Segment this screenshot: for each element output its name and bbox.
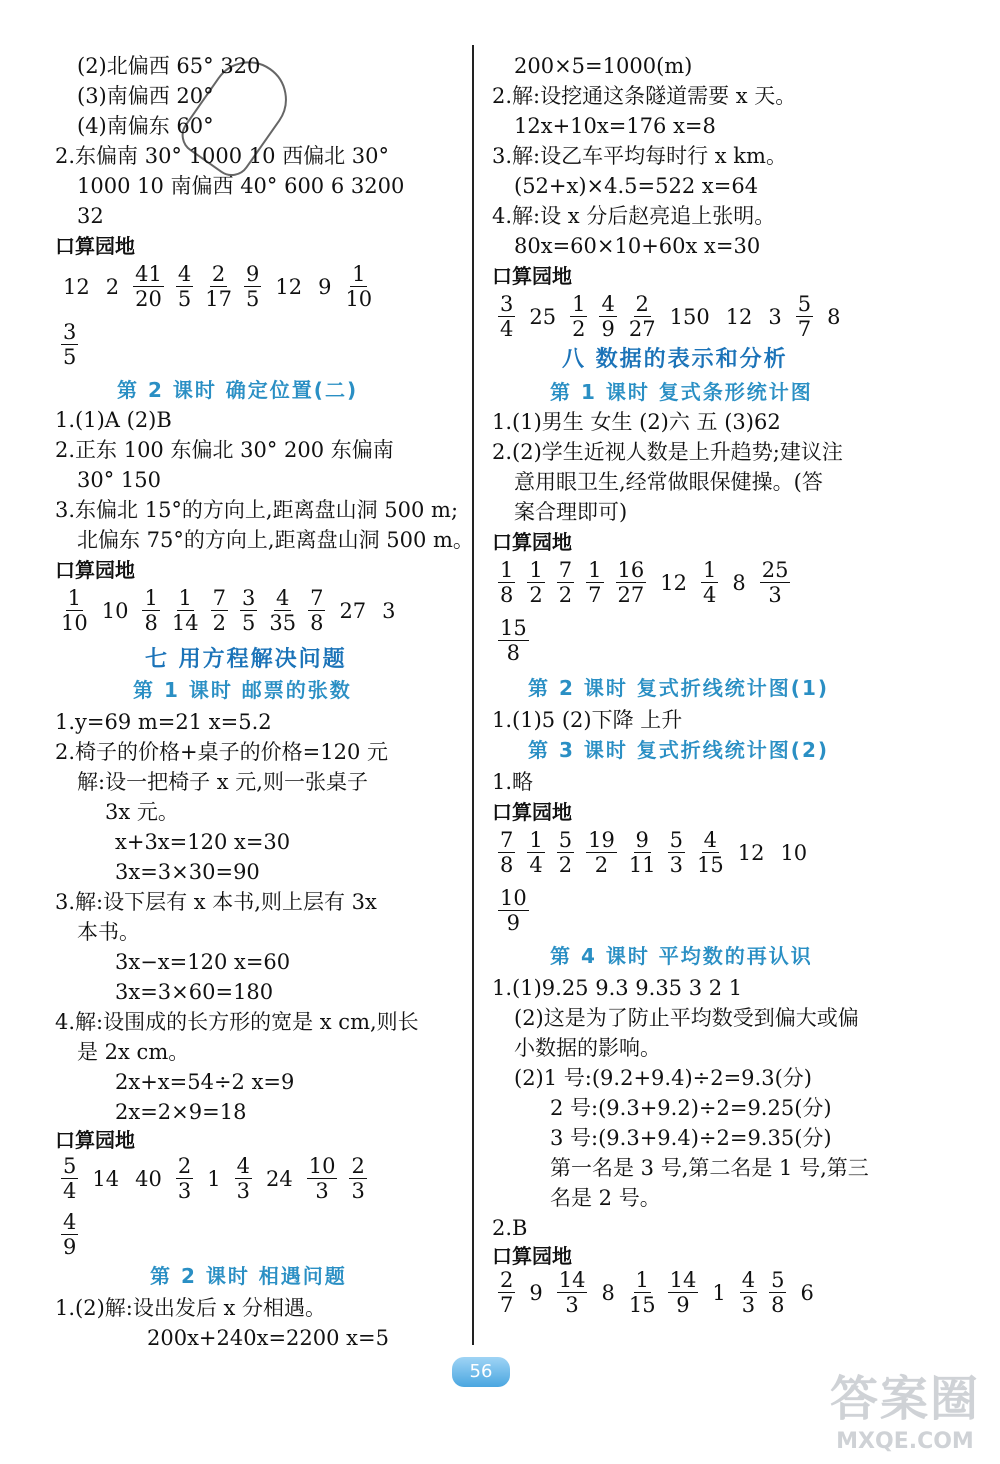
numerator: 10 [308, 1154, 336, 1178]
numerator: 1 [635, 1268, 649, 1292]
numerator: 9 [635, 828, 649, 852]
math-row [55, 320, 84, 369]
fraction [61, 1210, 78, 1259]
numerator: 41 [135, 262, 162, 286]
fraction [307, 1154, 338, 1203]
numerator: 5 [771, 1268, 785, 1292]
denominator: 9 [63, 1235, 77, 1259]
denominator: 3 [315, 1179, 329, 1203]
text-line: 3.解:设乙车平均每时行 x km。 [492, 144, 787, 168]
text-line: 1.(1)9.25 9.3 9.35 3 2 1 [492, 976, 743, 1000]
denominator: 7 [797, 317, 812, 341]
number-token: 10 [101, 598, 129, 623]
text-line: 3 号:(9.3+9.4)÷2=9.35(分) [550, 1126, 832, 1150]
numerator: 2 [177, 1154, 192, 1178]
numerator: 4 [741, 1268, 756, 1292]
text-line: 2.解:设挖通这条隧道需要 x 天。 [492, 84, 797, 108]
text-line: 3.解:设下层有 x 本书,则上层有 3x [55, 890, 377, 914]
number-token: 10 [780, 840, 808, 865]
text-line: (52+x)×4.5=522 x=64 [514, 174, 759, 198]
fraction [498, 1268, 515, 1317]
numerator: 5 [797, 292, 812, 316]
numerator: 4 [63, 1210, 77, 1234]
math-row [55, 586, 404, 635]
text-line: 4.解:设 x 分后赵亮追上张明。 [492, 204, 776, 228]
fraction [796, 292, 813, 341]
number-token: 1 [207, 1166, 221, 1191]
denominator: 8 [506, 641, 521, 665]
text-line: x+3x=120 x=30 [115, 830, 291, 854]
text-line: 2x=2×9=18 [115, 1100, 247, 1124]
denominator: 17 [205, 287, 232, 311]
numerator: 19 [588, 828, 615, 852]
number-token: 3 [768, 304, 782, 329]
text-line: 200×5=1000(m) [514, 54, 693, 78]
fraction [133, 262, 164, 311]
denominator: 8 [771, 1293, 785, 1317]
denominator: 5 [63, 345, 77, 369]
numerator: 1 [178, 586, 192, 610]
denominator: 3 [351, 1179, 365, 1203]
fraction [697, 828, 724, 877]
math-row [492, 616, 535, 665]
numerator: 1 [67, 586, 82, 610]
section-heading-kousuan: 口算园地 [55, 234, 135, 258]
text-line: 200x+240x=2200 x=5 [147, 1326, 389, 1350]
denominator: 7 [588, 583, 602, 607]
numerator: 14 [669, 1268, 697, 1292]
section-heading-kousuan: 口算园地 [55, 558, 135, 582]
numerator: 14 [558, 1268, 586, 1292]
fraction [629, 828, 656, 877]
fraction [61, 1154, 78, 1203]
numerator: 5 [63, 1154, 77, 1178]
fraction [142, 586, 159, 635]
fraction [616, 558, 647, 607]
numerator: 25 [761, 558, 789, 582]
denominator: 2 [594, 853, 609, 877]
denominator: 27 [617, 583, 645, 607]
math-row [492, 886, 535, 935]
column-divider [472, 45, 474, 1345]
number-token: 8 [601, 1280, 615, 1305]
text-line: (2)这是为了防止平均数受到偏大或偏 [514, 1006, 859, 1030]
text-line: 2 号:(9.3+9.2)÷2=9.25(分) [550, 1096, 832, 1120]
denominator: 11 [628, 853, 656, 877]
number-token: 27 [339, 598, 367, 623]
fraction [527, 828, 544, 877]
denominator: 7 [500, 1293, 514, 1317]
denominator: 5 [241, 611, 256, 635]
text-line: 3x 元。 [105, 800, 179, 824]
denominator: 10 [61, 611, 88, 635]
numerator: 4 [601, 292, 615, 316]
number-token: 12 [275, 274, 303, 299]
numerator: 1 [702, 558, 717, 582]
numerator: 1 [352, 262, 366, 286]
lesson-title: 第 1 课时 复式条形统计图 [550, 380, 813, 404]
fraction [599, 292, 616, 341]
fraction [240, 586, 257, 635]
numerator: 3 [500, 292, 514, 316]
fraction [61, 320, 78, 369]
fraction [629, 292, 656, 341]
numerator: 4 [703, 828, 718, 852]
text-line: 解:设一把椅子 x 元,则一张桌子 [77, 770, 368, 794]
number-token: 25 [529, 304, 557, 329]
denominator: 4 [63, 1179, 77, 1203]
denominator: 20 [135, 287, 162, 311]
fraction [235, 1154, 252, 1203]
fraction [211, 586, 228, 635]
denominator: 3 [768, 583, 782, 607]
fraction [61, 586, 88, 635]
lesson-title: 第 3 课时 复式折线统计图(2) [528, 738, 830, 762]
math-row [55, 1154, 373, 1203]
text-line: (4)南偏东 60° [77, 114, 214, 138]
text-line: 3x=3×60=180 [115, 980, 274, 1004]
denominator: 2 [572, 317, 586, 341]
text-line: 是 2x cm。 [77, 1040, 190, 1064]
fraction [769, 1268, 786, 1317]
text-line: 名是 2 号。 [550, 1186, 661, 1210]
denominator: 4 [529, 853, 543, 877]
text-line: 案合理即可) [514, 500, 628, 524]
page-number: 56 [452, 1357, 510, 1387]
denominator: 15 [696, 853, 724, 877]
fraction [205, 262, 232, 311]
fraction [498, 828, 515, 877]
denominator: 3 [741, 1293, 756, 1317]
fraction [586, 828, 617, 877]
lesson-title: 第 1 课时 邮票的张数 [133, 678, 352, 702]
numerator: 3 [241, 586, 256, 610]
text-line: 1.(2)解:设出发后 x 分相遇。 [55, 1296, 327, 1320]
numerator: 1 [529, 828, 543, 852]
fraction [668, 1268, 699, 1317]
text-line: 1.略 [492, 770, 534, 794]
number-token: 9 [529, 1280, 543, 1305]
denominator: 2 [529, 583, 543, 607]
text-line: (3)南偏西 20° [77, 84, 214, 108]
denominator: 14 [171, 611, 199, 635]
number-token: 2 [105, 274, 120, 299]
number-token: 6 [800, 1280, 814, 1305]
number-token: 24 [265, 1166, 293, 1191]
text-line: 3.东偏北 15°的方向上,距离盘山洞 500 m; [55, 498, 459, 522]
text-line: 小数据的影响。 [514, 1036, 661, 1060]
fraction [557, 1268, 588, 1317]
denominator: 10 [345, 287, 373, 311]
fraction [586, 558, 603, 607]
text-line: 3x−x=120 x=60 [115, 950, 291, 974]
denominator: 9 [676, 1293, 690, 1317]
text-line: 2x+x=54÷2 x=9 [115, 1070, 295, 1094]
text-line: 2.东偏南 30° 1000 10 西偏北 30° [55, 144, 390, 168]
denominator: 9 [601, 317, 615, 341]
number-token: 12 [63, 274, 90, 299]
text-line: 第一名是 3 号,第二名是 1 号,第三 [550, 1156, 869, 1180]
text-line: (2)1 号:(9.2+9.4)÷2=9.3(分) [514, 1066, 812, 1090]
numerator: 2 [211, 262, 226, 286]
text-line: 2.(2)学生近视人数是上升趋势;建议注 [492, 440, 843, 464]
text-line: 北偏东 75°的方向上,距离盘山洞 500 m。 [77, 528, 474, 552]
lesson-title: 第 2 课时 确定位置(二) [117, 378, 359, 402]
denominator: 9 [506, 911, 521, 935]
section-heading-kousuan: 口算园地 [55, 1128, 135, 1152]
number-token: 150 [669, 304, 710, 329]
section-heading-kousuan: 口算园地 [492, 530, 572, 554]
denominator: 2 [558, 853, 573, 877]
number-token: 12 [660, 570, 687, 595]
denominator: 2 [212, 611, 226, 635]
fraction [557, 558, 574, 607]
denominator: 3 [236, 1179, 250, 1203]
text-line: 3x=3×30=90 [115, 860, 260, 884]
denominator: 8 [144, 611, 158, 635]
denominator: 4 [702, 583, 717, 607]
math-row [492, 828, 815, 877]
numerator: 2 [351, 1154, 365, 1178]
numerator: 7 [310, 586, 324, 610]
numerator: 1 [500, 558, 514, 582]
text-line: 2.椅子的价格+桌子的价格=120 元 [55, 740, 388, 764]
fraction [570, 292, 587, 341]
numerator: 1 [144, 586, 158, 610]
text-line: 30° 150 [77, 468, 161, 492]
watermark-brand: 答案圈 [829, 1371, 980, 1427]
fraction [172, 586, 199, 635]
denominator: 3 [565, 1293, 579, 1317]
numerator: 2 [635, 292, 649, 316]
fraction [349, 1154, 366, 1203]
chapter-title: 七 用方程解决问题 [145, 647, 347, 672]
denominator: 2 [558, 583, 573, 607]
fraction [176, 1154, 193, 1203]
numerator: 5 [669, 828, 683, 852]
denominator: 5 [177, 287, 192, 311]
text-line: 2.B [492, 1216, 528, 1240]
text-line: 意用眼卫生,经常做眼保健操。(答 [514, 470, 823, 494]
numerator: 4 [177, 262, 192, 286]
text-line: (2)北偏西 65° 320 [77, 54, 261, 78]
lesson-title: 第 2 课时 相遇问题 [150, 1264, 347, 1288]
number-token: 8 [732, 570, 746, 595]
denominator: 8 [310, 611, 324, 635]
numerator: 4 [276, 586, 290, 610]
fraction [345, 262, 372, 311]
numerator: 15 [500, 616, 527, 640]
text-line: 1000 10 南偏西 40° 600 6 3200 [77, 174, 405, 198]
numerator: 1 [529, 558, 543, 582]
fraction [498, 886, 529, 935]
math-row [492, 558, 796, 607]
numerator: 10 [500, 886, 527, 910]
numerator: 7 [558, 558, 573, 582]
numerator: 2 [500, 1268, 514, 1292]
denominator: 15 [628, 1293, 656, 1317]
text-line: 本书。 [77, 920, 140, 944]
math-row [55, 262, 378, 311]
fraction [668, 828, 685, 877]
text-line: 1.(1)5 (2)下降 上升 [492, 708, 683, 732]
number-token: 12 [725, 304, 753, 329]
watermark-logo [830, 1360, 980, 1454]
math-row [55, 1210, 84, 1259]
chapter-title: 八 数据的表示和分析 [562, 347, 788, 372]
number-token: 14 [92, 1166, 120, 1191]
text-line: 1.(1)男生 女生 (2)六 五 (3)62 [492, 410, 781, 434]
numerator: 7 [500, 828, 514, 852]
number-token: 8 [827, 304, 841, 329]
number-token: 1 [712, 1280, 726, 1305]
denominator: 35 [269, 611, 297, 635]
text-line: 2.正东 100 东偏北 30° 200 东偏南 [55, 438, 394, 462]
fraction [498, 558, 515, 607]
fraction [244, 262, 261, 311]
fraction [701, 558, 718, 607]
denominator: 3 [177, 1179, 192, 1203]
text-line: 1.y=69 m=21 x=5.2 [55, 710, 272, 734]
numerator: 4 [236, 1154, 250, 1178]
fraction [527, 558, 544, 607]
fraction [269, 586, 296, 635]
lesson-title: 第 4 课时 平均数的再认识 [550, 944, 813, 968]
denominator: 5 [245, 287, 260, 311]
section-heading-kousuan: 口算园地 [492, 1244, 572, 1268]
number-token: 40 [135, 1166, 162, 1191]
fraction [760, 558, 791, 607]
fraction [557, 828, 574, 877]
numerator: 9 [245, 262, 260, 286]
denominator: 4 [500, 317, 514, 341]
text-line: 1.(1)A (2)B [55, 408, 172, 432]
denominator: 3 [669, 853, 683, 877]
numerator: 1 [588, 558, 602, 582]
numerator: 5 [558, 828, 573, 852]
section-heading-kousuan: 口算园地 [492, 800, 572, 824]
number-token: 3 [382, 598, 396, 623]
number-token: 9 [318, 274, 332, 299]
numerator: 1 [572, 292, 586, 316]
fraction [740, 1268, 757, 1317]
text-line: 32 [77, 204, 104, 228]
section-heading-kousuan: 口算园地 [492, 264, 572, 288]
denominator: 8 [500, 583, 514, 607]
numerator: 7 [212, 586, 226, 610]
number-token: 12 [737, 840, 765, 865]
fraction [498, 616, 529, 665]
watermark-url: MXQE.COM [836, 1429, 974, 1454]
denominator: 27 [628, 317, 656, 341]
denominator: 8 [500, 853, 514, 877]
numerator: 3 [63, 320, 77, 344]
text-line: 12x+10x=176 x=8 [514, 114, 716, 138]
math-row [492, 292, 849, 341]
text-line: 4.解:设围成的长方形的宽是 x cm,则长 [55, 1010, 419, 1034]
fraction [176, 262, 193, 311]
fraction [629, 1268, 656, 1317]
lesson-title: 第 2 课时 复式折线统计图(1) [528, 676, 830, 700]
math-row [492, 1268, 822, 1317]
numerator: 16 [617, 558, 645, 582]
text-line: 80x=60×10+60x x=30 [514, 234, 761, 258]
fraction [308, 586, 325, 635]
fraction [498, 292, 515, 341]
